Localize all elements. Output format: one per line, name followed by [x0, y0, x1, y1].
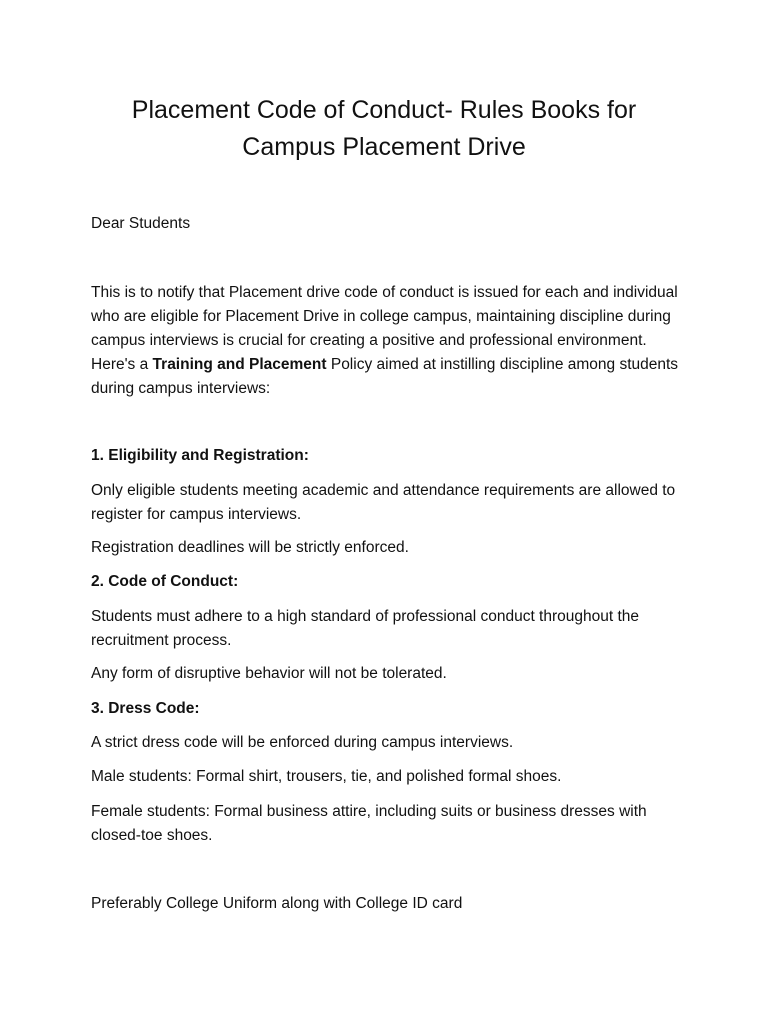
intro-paragraph	[91, 281, 691, 401]
section-heading-conduct: 2. Code of Conduct:	[91, 573, 239, 590]
section-paragraph: Female students: Formal business attire, including suits or business dresses with closed-toe shoes.	[91, 803, 647, 844]
intro-text-1: This is to notify that Placement drive code of conduct is issued for each and individual who are eligible for Placement Drive in college campus, maintaining discipline during campus interviews is crucial for creating a positive and professional environment. Here's a	[91, 284, 678, 373]
closing-note: Preferably College Uniform along with College ID card	[91, 895, 463, 912]
intro-text-2: Policy aimed at instilling discipline among students during campus interviews:	[91, 356, 679, 397]
intro-bold-text: Training and Placement	[152, 356, 327, 373]
section-heading-dress-code: 3. Dress Code:	[91, 700, 200, 717]
title-line-1: Placement Code of Conduct- Rules Books for	[131, 96, 637, 124]
section-paragraph: Only eligible students meeting academic and attendance requirements are allowed to register for campus interviews.	[91, 482, 676, 523]
section-paragraph: A strict dress code will be enforced during campus interviews.	[91, 734, 514, 751]
title-line-2: Campus Placement Drive	[242, 133, 526, 161]
salutation: Dear Students	[91, 215, 191, 232]
document-title	[60, 92, 708, 166]
section-heading-eligibility: 1. Eligibility and Registration:	[91, 447, 309, 464]
section-paragraph: Registration deadlines will be strictly enforced.	[91, 539, 409, 556]
section-paragraph: Students must adhere to a high standard of professional conduct throughout the recruitment process.	[91, 608, 640, 649]
section-paragraph: Male students: Formal shirt, trousers, tie, and polished formal shoes.	[91, 768, 562, 785]
section-paragraph: Any form of disruptive behavior will not be tolerated.	[91, 665, 447, 682]
